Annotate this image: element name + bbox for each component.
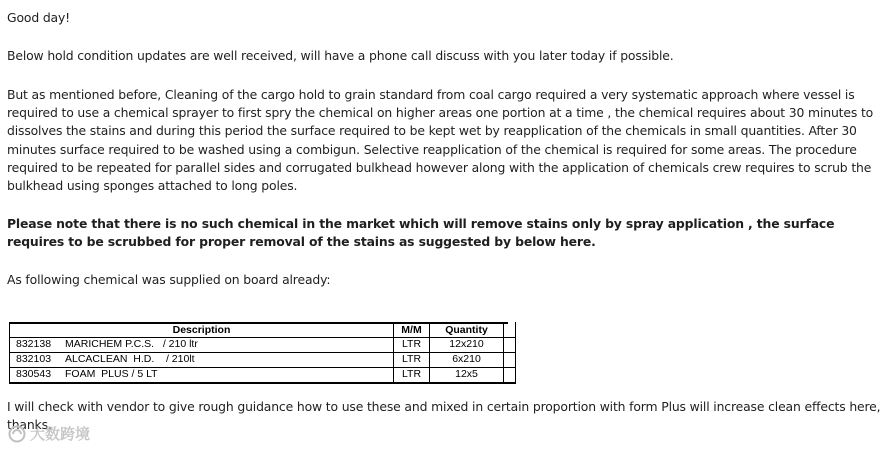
email-closing: I will check with vendor to give rough guidance how to use these and mixed in certain proportion with form Plus will increase clean effects here, thanks. xyxy=(7,399,881,433)
row-spacer xyxy=(503,368,515,382)
table-row xyxy=(10,337,515,352)
chemical-table xyxy=(9,322,516,384)
row-quantity: 12x5 xyxy=(429,368,503,382)
header-description: Description xyxy=(172,324,231,336)
table-row xyxy=(10,367,515,382)
row-description: ALCACLEAN H.D. / 210lt xyxy=(65,353,195,365)
watermark-text: 大数跨境 xyxy=(30,425,91,443)
email-paragraph-4: As following chemical was supplied on board already: xyxy=(7,272,331,287)
header-spacer xyxy=(503,324,515,337)
row-unit: LTR xyxy=(393,338,429,352)
row-spacer xyxy=(503,353,515,367)
row-spacer xyxy=(503,338,515,352)
email-greeting: Good day! xyxy=(7,10,70,25)
email-paragraph-2: But as mentioned before, Cleaning of the cargo hold to grain standard from coal cargo required a very systematic approach where vessel is required to use a chemical sprayer to first spry the chemical on higher areas one portion at a time , the chemical requires about 30 minutes to dissolves the stains and during this period the surface required to be kept wet by reapplication of the chemicals in small quantities. After 30 minutes surface required to be washed using a combigun. Selective reapplication of the chemical is required for some areas. The procedure required to be repeated for parallel sides and corrugated bulkhead however along with the application of chemicals crew requires to scrub the bulkhead using sponges attached to long poles. xyxy=(7,87,874,194)
email-paragraph-3-bold: Please note that there is no such chemical in the market which will remove stains only by spray application , the surface requires to be scrubbed for proper removal of the stains as suggested by below here. xyxy=(7,216,835,250)
row-unit: LTR xyxy=(393,353,429,367)
table-header-row xyxy=(10,324,515,337)
table-row xyxy=(10,352,515,367)
row-unit: LTR xyxy=(393,368,429,382)
row-code: 832138 xyxy=(16,338,52,350)
row-code: 830543 xyxy=(16,368,52,380)
table-top-rule xyxy=(9,322,508,324)
row-description: FOAM PLUS / 5 LT xyxy=(65,368,158,380)
row-description: MARICHEM P.C.S. / 210 ltr xyxy=(65,338,198,350)
row-quantity: 12x210 xyxy=(429,338,503,352)
header-quantity: Quantity xyxy=(429,324,503,337)
header-unit: M/M xyxy=(393,324,429,337)
row-code: 832103 xyxy=(16,353,52,365)
watermark-logo-icon xyxy=(8,425,26,443)
row-quantity: 6x210 xyxy=(429,353,503,367)
watermark xyxy=(8,423,90,444)
email-paragraph-1: Below hold condition updates are well received, will have a phone call discuss with you later today if possible. xyxy=(7,48,674,63)
